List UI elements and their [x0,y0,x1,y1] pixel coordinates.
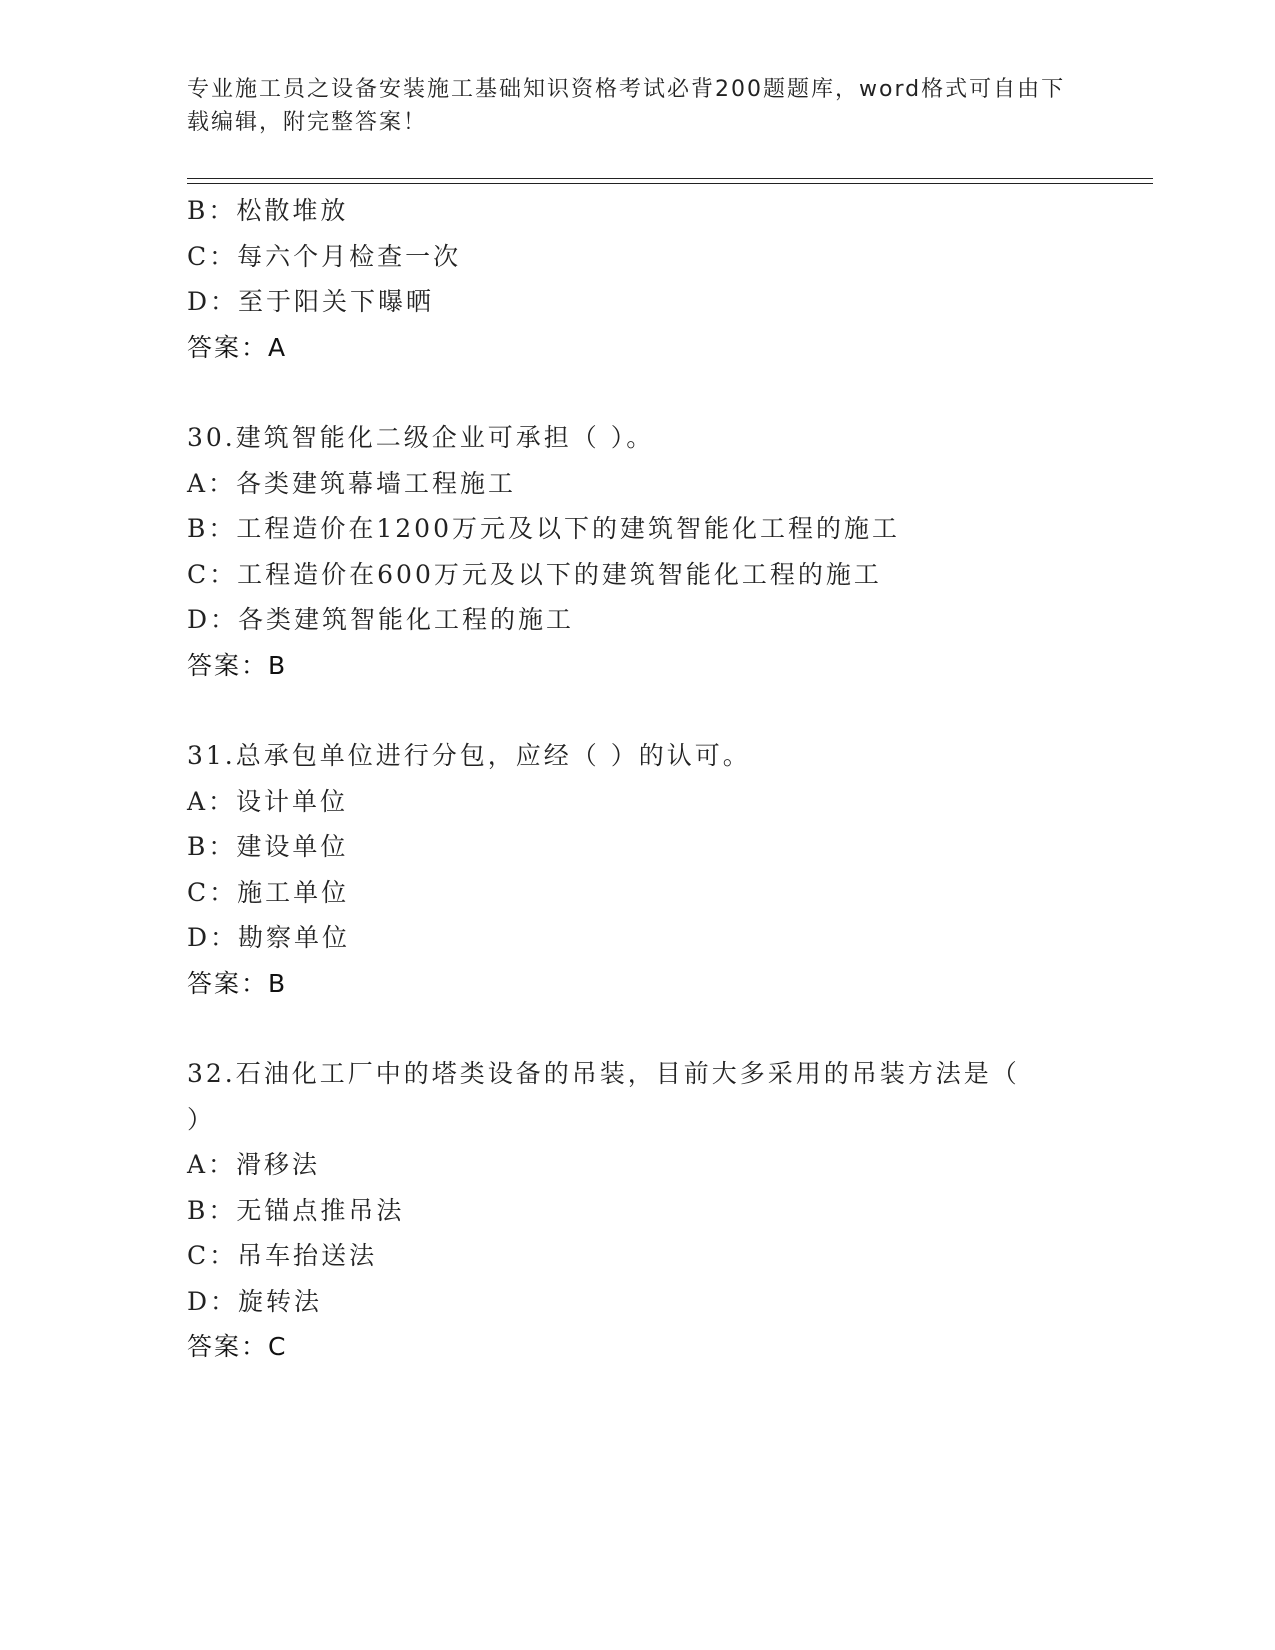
header-divider [187,178,1153,184]
document-body [187,188,1087,1370]
question-stem: 30.建筑智能化二级企业可承担（ ）。 [187,423,655,452]
option-a: A：滑移法 [187,1150,321,1179]
question-stem: 32.石油化工厂中的塔类设备的吊装，目前大多采用的吊装方法是（ [187,1059,1020,1088]
option-b: B：松散堆放 [187,196,349,225]
spacer [187,688,1087,733]
answer-line: 答案：B [187,968,288,998]
option-c: C：施工单位 [187,877,350,907]
option-d: D：勘察单位 [187,923,351,952]
question-block-31 [187,733,1087,1006]
spacer [187,1006,1087,1051]
option-b: B：无锚点推吊法 [187,1195,405,1225]
question-block-30 [187,415,1087,688]
page-header-text: 专业施工员之设备安装施工基础知识资格考试必背200题题库，word格式可自由下载编辑，附完整答案！ [187,77,1066,135]
option-d: D：至于阳关下曝晒 [187,287,435,316]
option-b: B：工程造价在1200万元及以下的建筑智能化工程的施工 [187,514,900,543]
spacer [187,370,1087,415]
answer-line: 答案：C [187,1332,288,1361]
answer-line: 答案：A [187,332,288,362]
option-b: B：建设单位 [187,832,349,861]
question-block-32 [187,1051,1087,1370]
option-a: A：设计单位 [187,786,349,816]
answer-line: 答案：B [187,650,288,680]
question-stem-continuation: ） [187,1104,216,1134]
option-c: C：吊车抬送法 [187,1241,378,1270]
question-stem: 31.总承包单位进行分包，应经（ ）的认可。 [187,741,751,770]
option-d: D：各类建筑智能化工程的施工 [187,605,575,634]
option-d: D：旋转法 [187,1286,323,1316]
option-c: C：每六个月检查一次 [187,241,462,271]
question-block-29 [187,188,1087,370]
option-c: C：工程造价在600万元及以下的建筑智能化工程的施工 [187,559,882,589]
option-a: A：各类建筑幕墙工程施工 [187,468,517,498]
